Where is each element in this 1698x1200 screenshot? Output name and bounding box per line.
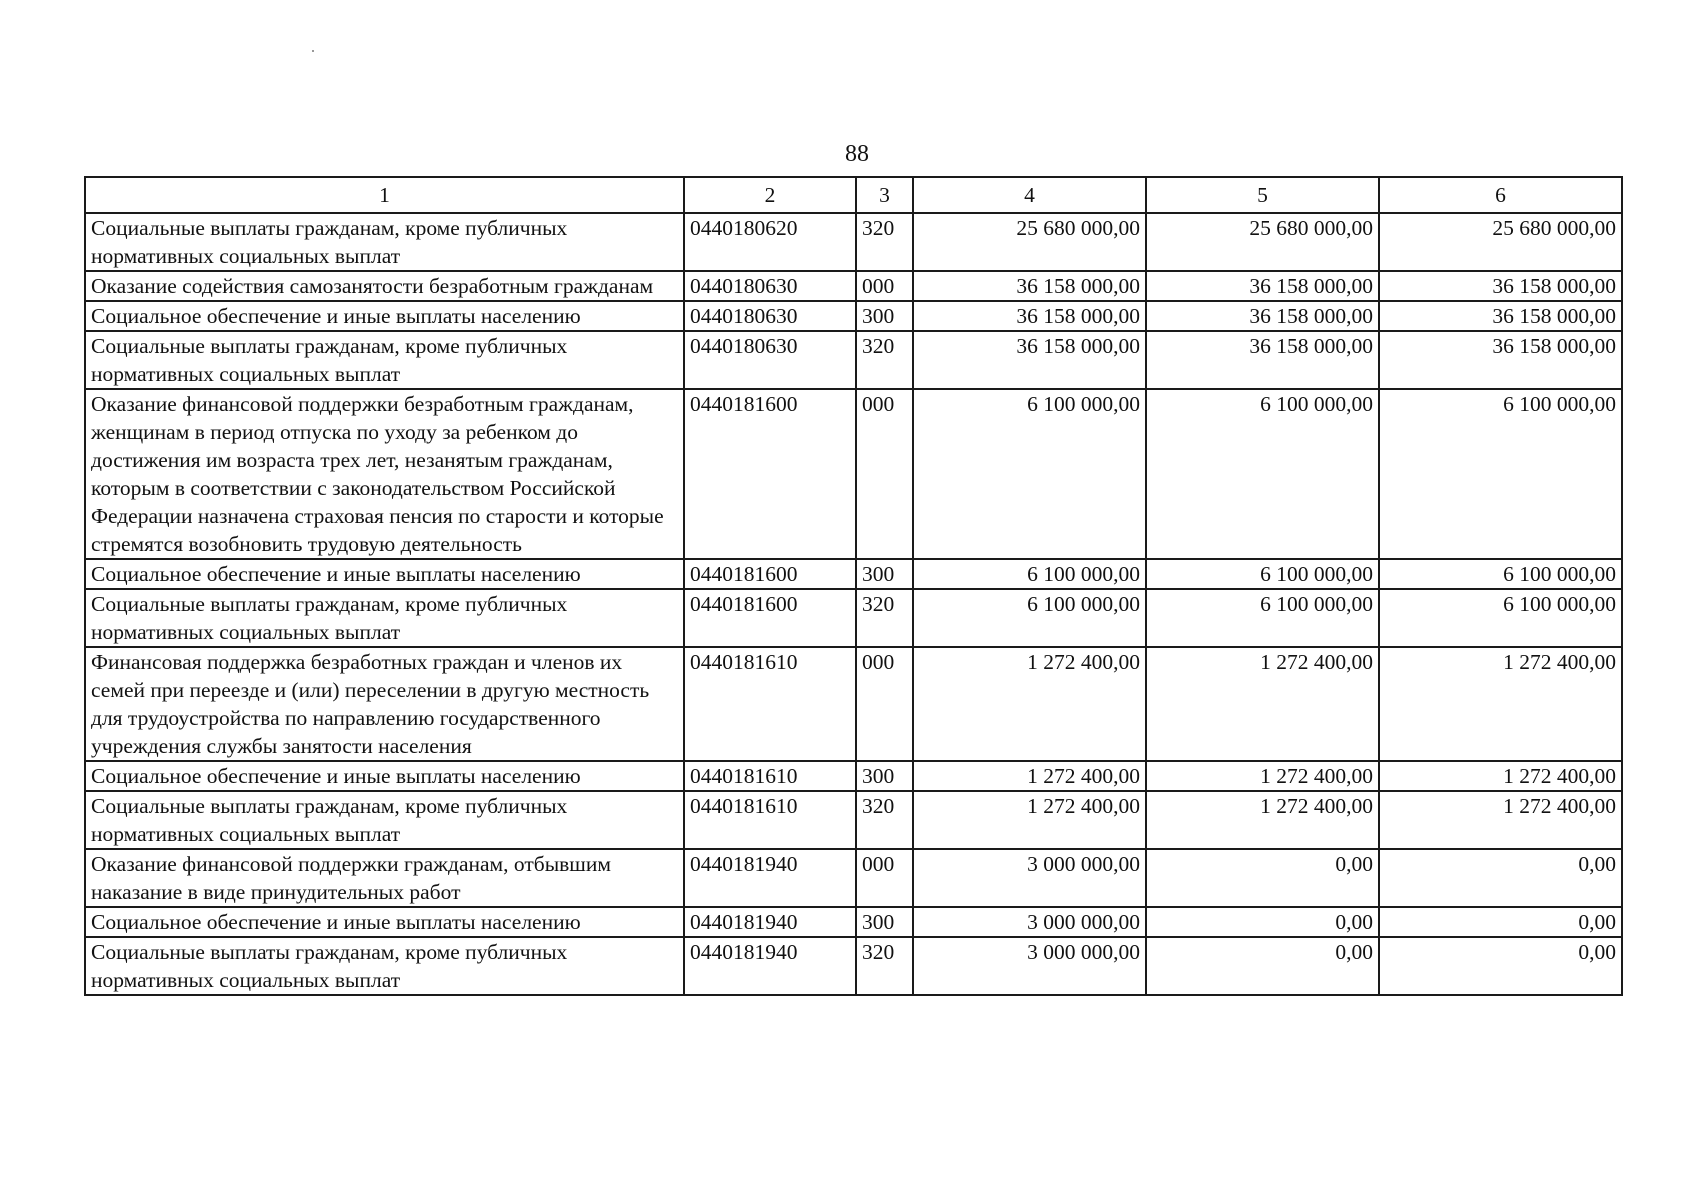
row-value-4: 36 158 000,00 bbox=[913, 271, 1146, 301]
table-row bbox=[85, 849, 1622, 907]
row-value-6: 6 100 000,00 bbox=[1379, 389, 1622, 559]
row-name: Социальное обеспечение и иные выплаты населению bbox=[85, 761, 684, 791]
table-row bbox=[85, 559, 1622, 589]
row-value-5: 0,00 bbox=[1146, 849, 1379, 907]
row-value-5: 1 272 400,00 bbox=[1146, 761, 1379, 791]
row-value-6: 1 272 400,00 bbox=[1379, 761, 1622, 791]
header-row bbox=[85, 177, 1622, 213]
row-name: Социальные выплаты гражданам, кроме публичных нормативных социальных выплат bbox=[85, 331, 684, 389]
row-value-4: 6 100 000,00 bbox=[913, 389, 1146, 559]
row-value-4: 3 000 000,00 bbox=[913, 907, 1146, 937]
row-value-5: 1 272 400,00 bbox=[1146, 647, 1379, 761]
table-row bbox=[85, 937, 1622, 995]
header-col-5: 5 bbox=[1146, 177, 1379, 213]
row-value-5: 6 100 000,00 bbox=[1146, 589, 1379, 647]
row-value-4: 3 000 000,00 bbox=[913, 937, 1146, 995]
table-row bbox=[85, 213, 1622, 271]
row-code: 0440181940 bbox=[684, 849, 856, 907]
row-value-5: 36 158 000,00 bbox=[1146, 331, 1379, 389]
row-code: 0440181610 bbox=[684, 791, 856, 849]
row-value-6: 0,00 bbox=[1379, 907, 1622, 937]
row-value-5: 1 272 400,00 bbox=[1146, 791, 1379, 849]
row-value-4: 36 158 000,00 bbox=[913, 301, 1146, 331]
header-col-4: 4 bbox=[913, 177, 1146, 213]
row-name: Оказание финансовой поддержки безработным гражданам, женщинам в период отпуска по уходу за ребенком до достижения им возраста трех лет, незанятым гражданам, которым в соответствии с законодательством Российской Федерации назначена страховая пенсия по старости и которые стремятся возобновить трудовую деятельность bbox=[85, 389, 684, 559]
row-value-4: 1 272 400,00 bbox=[913, 791, 1146, 849]
row-code: 0440180630 bbox=[684, 331, 856, 389]
page-number: 88 bbox=[845, 141, 869, 167]
row-code: 0440181600 bbox=[684, 389, 856, 559]
row-value-5: 0,00 bbox=[1146, 937, 1379, 995]
row-code: 0440181940 bbox=[684, 937, 856, 995]
row-value-6: 0,00 bbox=[1379, 849, 1622, 907]
row-value-4: 25 680 000,00 bbox=[913, 213, 1146, 271]
row-value-6: 1 272 400,00 bbox=[1379, 791, 1622, 849]
row-value-5: 6 100 000,00 bbox=[1146, 559, 1379, 589]
row-value-5: 36 158 000,00 bbox=[1146, 301, 1379, 331]
row-name: Оказание финансовой поддержки гражданам, отбывшим наказание в виде принудительных работ bbox=[85, 849, 684, 907]
row-value-5: 6 100 000,00 bbox=[1146, 389, 1379, 559]
table-row bbox=[85, 907, 1622, 937]
row-code: 0440181600 bbox=[684, 589, 856, 647]
header-col-6: 6 bbox=[1379, 177, 1622, 213]
row-value-5: 25 680 000,00 bbox=[1146, 213, 1379, 271]
table-row bbox=[85, 761, 1622, 791]
header-col-2: 2 bbox=[684, 177, 856, 213]
row-name: Социальные выплаты гражданам, кроме публичных нормативных социальных выплат bbox=[85, 791, 684, 849]
row-name: Социальные выплаты гражданам, кроме публичных нормативных социальных выплат bbox=[85, 213, 684, 271]
row-type: 300 bbox=[856, 559, 913, 589]
row-type: 300 bbox=[856, 301, 913, 331]
row-code: 0440181610 bbox=[684, 647, 856, 761]
row-type: 300 bbox=[856, 761, 913, 791]
row-value-6: 36 158 000,00 bbox=[1379, 301, 1622, 331]
budget-table bbox=[84, 176, 1623, 996]
row-type: 300 bbox=[856, 907, 913, 937]
row-value-6: 36 158 000,00 bbox=[1379, 271, 1622, 301]
row-name: Социальное обеспечение и иные выплаты населению bbox=[85, 907, 684, 937]
row-type: 320 bbox=[856, 213, 913, 271]
row-type: 000 bbox=[856, 271, 913, 301]
row-name: Оказание содействия самозанятости безработным гражданам bbox=[85, 271, 684, 301]
row-code: 0440180630 bbox=[684, 301, 856, 331]
row-value-6: 6 100 000,00 bbox=[1379, 559, 1622, 589]
row-value-6: 36 158 000,00 bbox=[1379, 331, 1622, 389]
row-code: 0440181600 bbox=[684, 559, 856, 589]
table-row bbox=[85, 647, 1622, 761]
row-type: 320 bbox=[856, 331, 913, 389]
row-code: 0440181610 bbox=[684, 761, 856, 791]
row-value-4: 1 272 400,00 bbox=[913, 647, 1146, 761]
row-type: 320 bbox=[856, 937, 913, 995]
row-name: Социальные выплаты гражданам, кроме публичных нормативных социальных выплат bbox=[85, 937, 684, 995]
header-col-1: 1 bbox=[85, 177, 684, 213]
row-value-6: 0,00 bbox=[1379, 937, 1622, 995]
table-row bbox=[85, 271, 1622, 301]
header-col-3: 3 bbox=[856, 177, 913, 213]
row-value-6: 6 100 000,00 bbox=[1379, 589, 1622, 647]
row-value-4: 36 158 000,00 bbox=[913, 331, 1146, 389]
row-code: 0440180630 bbox=[684, 271, 856, 301]
row-value-5: 36 158 000,00 bbox=[1146, 271, 1379, 301]
row-type: 320 bbox=[856, 791, 913, 849]
row-type: 000 bbox=[856, 849, 913, 907]
row-type: 000 bbox=[856, 389, 913, 559]
table-row bbox=[85, 791, 1622, 849]
row-code: 0440181940 bbox=[684, 907, 856, 937]
row-name: Финансовая поддержка безработных граждан и членов их семей при переезде и (или) переселении в другую местность для трудоустройства по направлению государственного учреждения службы занятости населения bbox=[85, 647, 684, 761]
scan-speck bbox=[312, 50, 314, 52]
row-value-6: 25 680 000,00 bbox=[1379, 213, 1622, 271]
row-value-4: 1 272 400,00 bbox=[913, 761, 1146, 791]
row-name: Социальные выплаты гражданам, кроме публичных нормативных социальных выплат bbox=[85, 589, 684, 647]
table-row bbox=[85, 389, 1622, 559]
row-type: 000 bbox=[856, 647, 913, 761]
table-row bbox=[85, 331, 1622, 389]
row-value-6: 1 272 400,00 bbox=[1379, 647, 1622, 761]
row-code: 0440180620 bbox=[684, 213, 856, 271]
row-value-5: 0,00 bbox=[1146, 907, 1379, 937]
row-name: Социальное обеспечение и иные выплаты населению bbox=[85, 559, 684, 589]
row-value-4: 6 100 000,00 bbox=[913, 589, 1146, 647]
table-row bbox=[85, 589, 1622, 647]
table-row bbox=[85, 301, 1622, 331]
row-value-4: 3 000 000,00 bbox=[913, 849, 1146, 907]
row-type: 320 bbox=[856, 589, 913, 647]
row-value-4: 6 100 000,00 bbox=[913, 559, 1146, 589]
row-name: Социальное обеспечение и иные выплаты населению bbox=[85, 301, 684, 331]
